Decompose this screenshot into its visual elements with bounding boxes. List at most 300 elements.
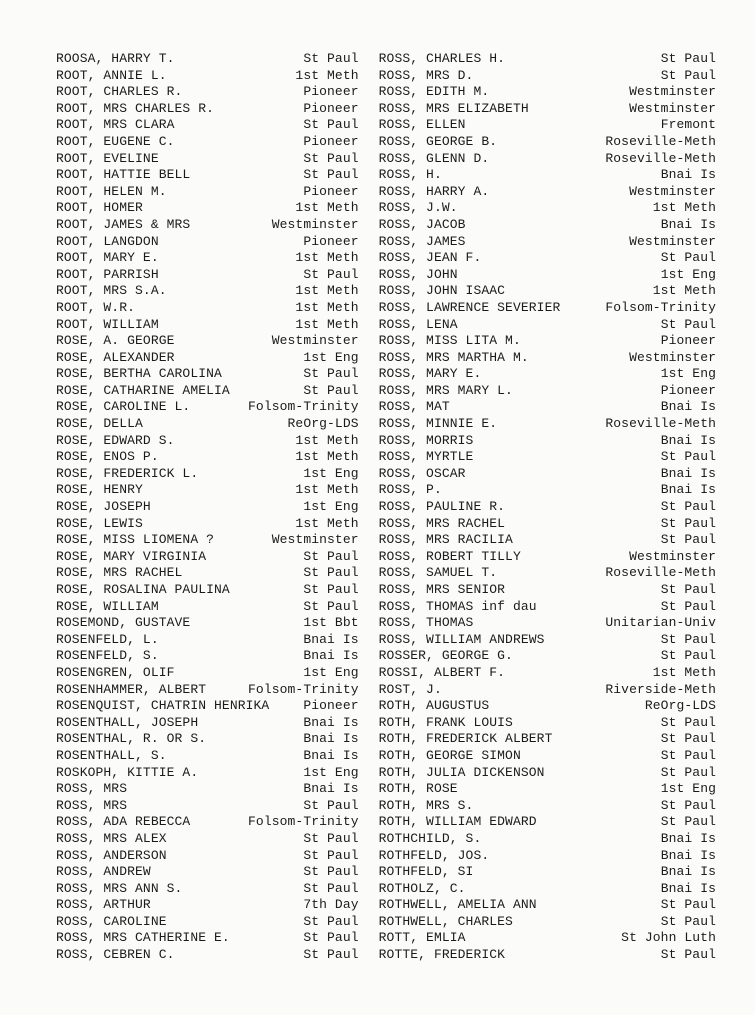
entry-name: ROOT, ANNIE L. <box>56 67 167 83</box>
entry-church: Folsom-Trinity <box>248 399 359 415</box>
entry-church: St Paul <box>303 947 359 963</box>
directory-entry <box>379 565 716 582</box>
directory-entry <box>379 930 716 947</box>
entry-name: ROSS, CHARLES H. <box>378 51 506 66</box>
entry-name: ROSS, MRS ANN S. <box>56 880 183 896</box>
directory-entry <box>56 615 359 632</box>
entry-name: ROSKOPH, KITTIE A. <box>56 764 199 780</box>
entry-name: ROOSA, HARRY T. <box>56 51 175 66</box>
entry-church: 1st Meth <box>295 200 359 216</box>
entry-name: ROSS, H. <box>378 167 442 183</box>
entry-name: ROSS, ELLEN <box>378 117 466 133</box>
entry-church: St Paul <box>303 830 359 846</box>
entry-name: ROTH, WILLIAM EDWARD <box>378 814 537 830</box>
directory-entry <box>56 565 359 582</box>
directory-entry <box>379 914 716 931</box>
entry-name: ROSS, JOHN <box>378 266 458 282</box>
entry-church: St Paul <box>303 382 359 398</box>
directory-entry <box>56 881 359 898</box>
entry-name: ROSS, P. <box>378 482 442 498</box>
entry-name: ROSS, LENA <box>378 316 458 332</box>
entry-church: Westminster <box>271 532 359 548</box>
entry-church: St Paul <box>303 366 359 382</box>
entry-name: ROSS, MISS LITA M. <box>378 333 521 349</box>
directory-entry <box>379 632 716 649</box>
entry-church: St Paul <box>660 51 716 66</box>
directory-entry <box>379 864 716 881</box>
entry-name: ROSSER, GEORGE G. <box>378 648 513 664</box>
entry-church: Roseville-Meth <box>605 565 716 581</box>
entry-name: ROSS, CAROLINE <box>56 913 167 929</box>
entry-church: St Paul <box>303 565 359 581</box>
entry-name: ROSS, THOMAS <box>378 615 474 631</box>
entry-name: ROOT, CHARLES R. <box>56 84 183 100</box>
entry-name: ROSE, CATHARINE AMELIA <box>56 382 230 398</box>
entry-church: Roseville-Meth <box>605 416 716 432</box>
directory-entry <box>56 532 359 549</box>
directory-entry <box>379 665 716 682</box>
entry-name: ROSE, DELLA <box>56 416 143 432</box>
entry-church: 1st Meth <box>295 250 359 266</box>
entry-church: ReOrg-LDS <box>287 416 359 432</box>
directory-entry <box>379 947 716 964</box>
entry-name: ROSENFELD, S. <box>56 648 159 664</box>
directory-entry <box>56 101 359 118</box>
directory-entry <box>56 200 359 217</box>
entry-church: 1st Eng <box>660 266 716 282</box>
entry-name: ROSS, MRS <box>56 797 128 813</box>
entry-church: 1st Eng <box>303 664 359 680</box>
directory-entry <box>56 68 359 85</box>
entry-name: ROOT, W.R. <box>56 299 136 315</box>
directory-entry <box>56 267 359 284</box>
entry-name: ROSS, SAMUEL T. <box>378 565 498 581</box>
entry-church: 1st Meth <box>295 283 359 299</box>
entry-church: Folsom-Trinity <box>248 681 359 697</box>
entry-church: Bnai Is <box>660 432 716 448</box>
directory-entry <box>56 897 359 914</box>
entry-church: St Paul <box>660 714 716 730</box>
entry-name: ROSE, A. GEORGE <box>56 333 175 349</box>
entry-church: Bnai Is <box>660 216 716 232</box>
directory-entry <box>379 68 716 85</box>
entry-church: St Paul <box>660 499 716 515</box>
entry-name: ROSS, MRS D. <box>378 67 474 83</box>
entry-name: ROSS, MARY E. <box>378 366 482 382</box>
entry-name: ROTH, AUGUSTUS <box>378 698 490 714</box>
entry-name: ROSENFELD, L. <box>56 631 159 647</box>
entry-name: ROSE, WILLIAM <box>56 598 159 614</box>
directory-entry <box>379 350 716 367</box>
directory-entry <box>56 765 359 782</box>
entry-name: ROSS, MINNIE E. <box>378 416 498 432</box>
directory-entry <box>56 117 359 134</box>
entry-name: ROSS, MRS SENIOR <box>378 582 506 597</box>
left-column <box>56 51 359 964</box>
directory-entry <box>56 516 359 533</box>
directory-entry <box>379 84 716 101</box>
entry-church: St Paul <box>660 316 716 332</box>
directory-entry <box>379 549 716 566</box>
directory-entry <box>56 466 359 483</box>
entry-church: 1st Eng <box>660 366 716 382</box>
entry-church: 7th Day <box>303 897 359 913</box>
entry-church: St Paul <box>660 814 716 830</box>
entry-name: ROSS, MRS RACHEL <box>378 515 506 531</box>
entry-church: St Paul <box>303 598 359 614</box>
directory-entry <box>379 234 716 251</box>
directory-entry <box>379 682 716 699</box>
entry-church: Bnai Is <box>660 482 716 498</box>
directory-entry <box>379 399 716 416</box>
entry-church: 1st Meth <box>295 67 359 83</box>
directory-entry <box>379 814 716 831</box>
directory-entry <box>56 698 359 715</box>
entry-name: ROSS, ARTHUR <box>56 897 151 913</box>
directory-entry <box>56 798 359 815</box>
entry-church: 1st Meth <box>652 200 716 216</box>
entry-church: Folsom-Trinity <box>248 814 359 830</box>
entry-church: Bnai Is <box>303 631 359 647</box>
entry-name: ROSS, MAT <box>378 399 450 415</box>
entry-name: ROSE, CAROLINE L. <box>56 399 191 415</box>
entry-name: ROSE, MARY VIRGINIA <box>56 548 207 564</box>
entry-church: Pioneer <box>303 84 359 100</box>
entry-name: ROSS, ADA REBECCA <box>56 814 191 830</box>
directory-entry <box>56 383 359 400</box>
entry-name: ROOT, MRS S.A. <box>56 283 167 299</box>
entry-church: Pioneer <box>303 233 359 249</box>
entry-church: 1st Meth <box>295 432 359 448</box>
directory-entry <box>56 549 359 566</box>
entry-church: 1st Bbt <box>303 615 359 631</box>
entry-name: ROSS, MRS CATHERINE E. <box>56 930 230 946</box>
directory-entry <box>379 897 716 914</box>
entry-church: Bnai Is <box>660 864 716 880</box>
entry-church: Bnai Is <box>303 747 359 763</box>
entry-church: St Paul <box>303 51 359 66</box>
directory-entry <box>56 482 359 499</box>
entry-church: Roseville-Meth <box>605 150 716 166</box>
directory-entry <box>56 134 359 151</box>
directory-entry <box>379 51 716 68</box>
entry-name: ROTH, ROSE <box>378 781 458 797</box>
directory-entry <box>379 200 716 217</box>
directory-entry <box>56 731 359 748</box>
entry-church: St Paul <box>303 266 359 282</box>
directory-entry <box>56 449 359 466</box>
directory-entry <box>379 184 716 201</box>
entry-name: ROTHFELD, JOS. <box>378 847 490 863</box>
entry-church: Westminster <box>629 233 716 249</box>
directory-entry <box>379 317 716 334</box>
entry-name: ROSENTHALL, JOSEPH <box>56 714 199 730</box>
directory-entry <box>379 383 716 400</box>
directory-entry <box>56 814 359 831</box>
entry-name: ROSENTHAL, R. OR S. <box>56 731 207 747</box>
entry-name: ROSE, ENOS P. <box>56 449 159 465</box>
directory-entry <box>56 682 359 699</box>
entry-name: ROSS, JACOB <box>378 216 466 232</box>
directory-entry <box>379 482 716 499</box>
directory-entry <box>379 731 716 748</box>
entry-name: ROSS, GEORGE B. <box>378 133 498 149</box>
entry-church: St Paul <box>303 864 359 880</box>
entry-name: ROSE, MISS LIOMENA ? <box>56 532 215 548</box>
entry-name: ROSE, BERTHA CAROLINA <box>56 366 222 382</box>
entry-church: Bnai Is <box>303 648 359 664</box>
entry-church: St Paul <box>660 67 716 83</box>
entry-church: 1st Eng <box>303 349 359 365</box>
entry-name: ROTH, FREDERICK ALBERT <box>378 731 553 747</box>
entry-name: ROSS, PAULINE R. <box>378 499 506 515</box>
directory-entry <box>56 499 359 516</box>
entry-church: Bnai Is <box>660 830 716 846</box>
directory-entry <box>379 433 716 450</box>
directory-entry <box>56 399 359 416</box>
directory-entry <box>379 698 716 715</box>
entry-name: ROSE, FREDERICK L. <box>56 465 199 481</box>
entry-name: ROSS, WILLIAM ANDREWS <box>378 631 545 647</box>
entry-name: ROOT, MARY E. <box>56 250 159 266</box>
directory-entry <box>379 101 716 118</box>
directory-entry <box>56 632 359 649</box>
entry-name: ROSE, LEWIS <box>56 515 143 531</box>
entry-name: ROSE, JOSEPH <box>56 499 151 515</box>
directory-entry <box>56 416 359 433</box>
entry-church: Westminster <box>271 216 359 232</box>
directory-entry <box>56 283 359 300</box>
entry-name: ROSENGREN, OLIF <box>56 664 175 680</box>
directory-entry <box>379 582 716 599</box>
entry-church: Pioneer <box>303 698 359 714</box>
directory-entry <box>379 748 716 765</box>
directory-entry <box>379 416 716 433</box>
entry-church: Bnai Is <box>303 714 359 730</box>
entry-church: St Paul <box>660 532 716 548</box>
entry-name: ROTH, GEORGE SIMON <box>378 747 521 763</box>
entry-name: ROOT, EUGENE C. <box>56 133 175 149</box>
directory-entry <box>379 831 716 848</box>
entry-church: St Paul <box>660 598 716 614</box>
entry-church: Bnai Is <box>660 465 716 481</box>
directory-entry <box>56 864 359 881</box>
directory-entry <box>56 947 359 964</box>
entry-name: ROSENTHALL, S. <box>56 747 167 763</box>
entry-name: ROSEMOND, GUSTAVE <box>56 615 191 631</box>
directory-page <box>56 51 716 964</box>
directory-entry <box>56 366 359 383</box>
entry-church: St Paul <box>660 449 716 465</box>
directory-entry <box>379 781 716 798</box>
entry-church: Westminster <box>629 100 716 116</box>
entry-church: St Paul <box>660 764 716 780</box>
entry-church: St Paul <box>660 731 716 747</box>
entry-church: St Paul <box>303 797 359 813</box>
directory-entry <box>56 748 359 765</box>
entry-name: ROOT, MRS CLARA <box>56 117 175 133</box>
entry-church: 1st Meth <box>652 664 716 680</box>
entry-church: 1st Eng <box>660 781 716 797</box>
entry-church: St Paul <box>660 897 716 913</box>
entry-name: ROOT, MRS CHARLES R. <box>56 100 215 116</box>
entry-church: Fremont <box>660 117 716 133</box>
entry-church: 1st Meth <box>295 299 359 315</box>
entry-name: ROSS, OSCAR <box>378 465 466 481</box>
entry-church: Westminster <box>629 84 716 100</box>
entry-church: Pioneer <box>660 382 716 398</box>
entry-name: ROSS, MYRTLE <box>378 449 474 465</box>
entry-name: ROTHOLZ, C. <box>378 880 466 896</box>
entry-name: ROOT, HOMER <box>56 200 143 216</box>
entry-church: St Paul <box>660 515 716 531</box>
directory-entry <box>379 499 716 516</box>
directory-entry <box>56 151 359 168</box>
directory-entry <box>56 217 359 234</box>
directory-entry <box>56 234 359 251</box>
directory-entry <box>56 715 359 732</box>
directory-entry <box>379 798 716 815</box>
entry-name: ROSE, HENRY <box>56 482 143 498</box>
entry-church: St Paul <box>660 648 716 664</box>
entry-name: ROST, J. <box>378 681 442 697</box>
entry-church: 1st Meth <box>295 316 359 332</box>
entry-church: St Paul <box>303 167 359 183</box>
entry-name: ROOT, WILLIAM <box>56 316 159 332</box>
directory-entry <box>379 217 716 234</box>
entry-church: Bnai Is <box>660 167 716 183</box>
entry-church: Bnai Is <box>660 399 716 415</box>
entry-name: ROSS, GLENN D. <box>378 150 490 166</box>
directory-entry <box>56 848 359 865</box>
entry-church: 1st Eng <box>303 764 359 780</box>
directory-entry <box>379 151 716 168</box>
entry-church: St Paul <box>303 913 359 929</box>
entry-name: ROSS, ANDREW <box>56 864 151 880</box>
entry-church: 1st Meth <box>295 515 359 531</box>
directory-entry <box>379 532 716 549</box>
entry-name: ROSS, MRS <box>56 781 128 797</box>
entry-name: ROTH, FRANK LOUIS <box>378 714 513 730</box>
entry-name: ROSENQUIST, CHATRIN HENRIKA <box>56 698 270 714</box>
entry-church: Bnai Is <box>660 847 716 863</box>
directory-entry <box>56 184 359 201</box>
entry-church: Unitarian-Univ <box>605 615 716 631</box>
entry-name: ROSS, ROBERT TILLY <box>378 548 521 564</box>
entry-name: ROSENHAMMER, ALBERT <box>56 681 207 697</box>
entry-name: ROSE, MRS RACHEL <box>56 565 183 581</box>
entry-church: St Paul <box>660 797 716 813</box>
entry-church: Westminster <box>629 349 716 365</box>
entry-church: St Paul <box>303 150 359 166</box>
entry-name: ROTHCHILD, S. <box>378 830 482 846</box>
entry-church: Folsom-Trinity <box>605 299 716 315</box>
entry-church: Roseville-Meth <box>605 133 716 149</box>
entry-name: ROSS, THOMAS inf dau <box>378 598 537 614</box>
directory-entry <box>56 914 359 931</box>
directory-entry <box>379 466 716 483</box>
entry-name: ROSS, MRS MARTHA M. <box>378 349 529 365</box>
directory-entry <box>56 831 359 848</box>
entry-name: ROOT, EVELINE <box>56 150 159 166</box>
entry-church: St John Luth <box>621 930 716 946</box>
directory-entry <box>56 930 359 947</box>
entry-church: St Paul <box>660 631 716 647</box>
directory-entry <box>379 848 716 865</box>
entry-church: Pioneer <box>303 133 359 149</box>
directory-entry <box>56 250 359 267</box>
entry-name: ROSE, ROSALINA PAULINA <box>56 582 230 597</box>
entry-name: ROSS, JEAN F. <box>378 250 482 266</box>
directory-entry <box>56 317 359 334</box>
entry-church: 1st Eng <box>303 465 359 481</box>
directory-entry <box>379 765 716 782</box>
directory-entry <box>56 350 359 367</box>
entry-name: ROSS, CEBREN C. <box>56 947 175 963</box>
directory-entry <box>379 715 716 732</box>
entry-church: Pioneer <box>303 183 359 199</box>
entry-church: Bnai Is <box>660 880 716 896</box>
right-column <box>379 51 716 964</box>
entry-church: St Paul <box>660 913 716 929</box>
entry-church: 1st Meth <box>295 482 359 498</box>
directory-entry <box>56 648 359 665</box>
entry-name: ROSSI, ALBERT F. <box>378 664 506 680</box>
entry-church: Pioneer <box>660 333 716 349</box>
entry-church: 1st Meth <box>652 283 716 299</box>
directory-entry <box>56 582 359 599</box>
entry-church: St Paul <box>303 548 359 564</box>
entry-church: St Paul <box>660 582 716 597</box>
entry-church: 1st Meth <box>295 449 359 465</box>
directory-entry <box>56 599 359 616</box>
directory-entry <box>379 449 716 466</box>
entry-church: St Paul <box>303 880 359 896</box>
entry-name: ROSS, MRS MARY L. <box>378 382 513 398</box>
entry-name: ROTH, JULIA DICKENSON <box>378 764 545 780</box>
entry-name: ROSS, MRS ELIZABETH <box>378 100 529 116</box>
directory-entry <box>379 333 716 350</box>
directory-entry <box>56 300 359 317</box>
entry-name: ROSS, JAMES <box>378 233 466 249</box>
directory-entry <box>379 167 716 184</box>
entry-name: ROTH, MRS S. <box>378 797 474 813</box>
directory-entry <box>56 333 359 350</box>
directory-entry <box>379 300 716 317</box>
entry-church: St Paul <box>303 582 359 597</box>
entry-name: ROOT, JAMES & MRS <box>56 216 191 232</box>
entry-name: ROSS, JOHN ISAAC <box>378 283 506 299</box>
entry-name: ROSE, EDWARD S. <box>56 432 175 448</box>
entry-name: ROSS, MRS RACILIA <box>378 532 513 548</box>
entry-name: ROSS, J.W. <box>378 200 458 216</box>
entry-church: Bnai Is <box>303 781 359 797</box>
directory-entry <box>56 433 359 450</box>
entry-church: Westminster <box>629 183 716 199</box>
directory-entry <box>379 599 716 616</box>
entry-name: ROSS, LAWRENCE SEVERIER <box>378 299 561 315</box>
directory-entry <box>56 167 359 184</box>
directory-entry <box>56 51 359 68</box>
directory-entry <box>379 615 716 632</box>
entry-name: ROSS, HARRY A. <box>378 183 490 199</box>
entry-church: 1st Eng <box>303 499 359 515</box>
entry-church: St Paul <box>660 250 716 266</box>
entry-church: St Paul <box>660 947 716 963</box>
entry-name: ROSS, MRS ALEX <box>56 830 167 846</box>
entry-church: Westminster <box>271 333 359 349</box>
entry-name: ROOT, HATTIE BELL <box>56 167 191 183</box>
